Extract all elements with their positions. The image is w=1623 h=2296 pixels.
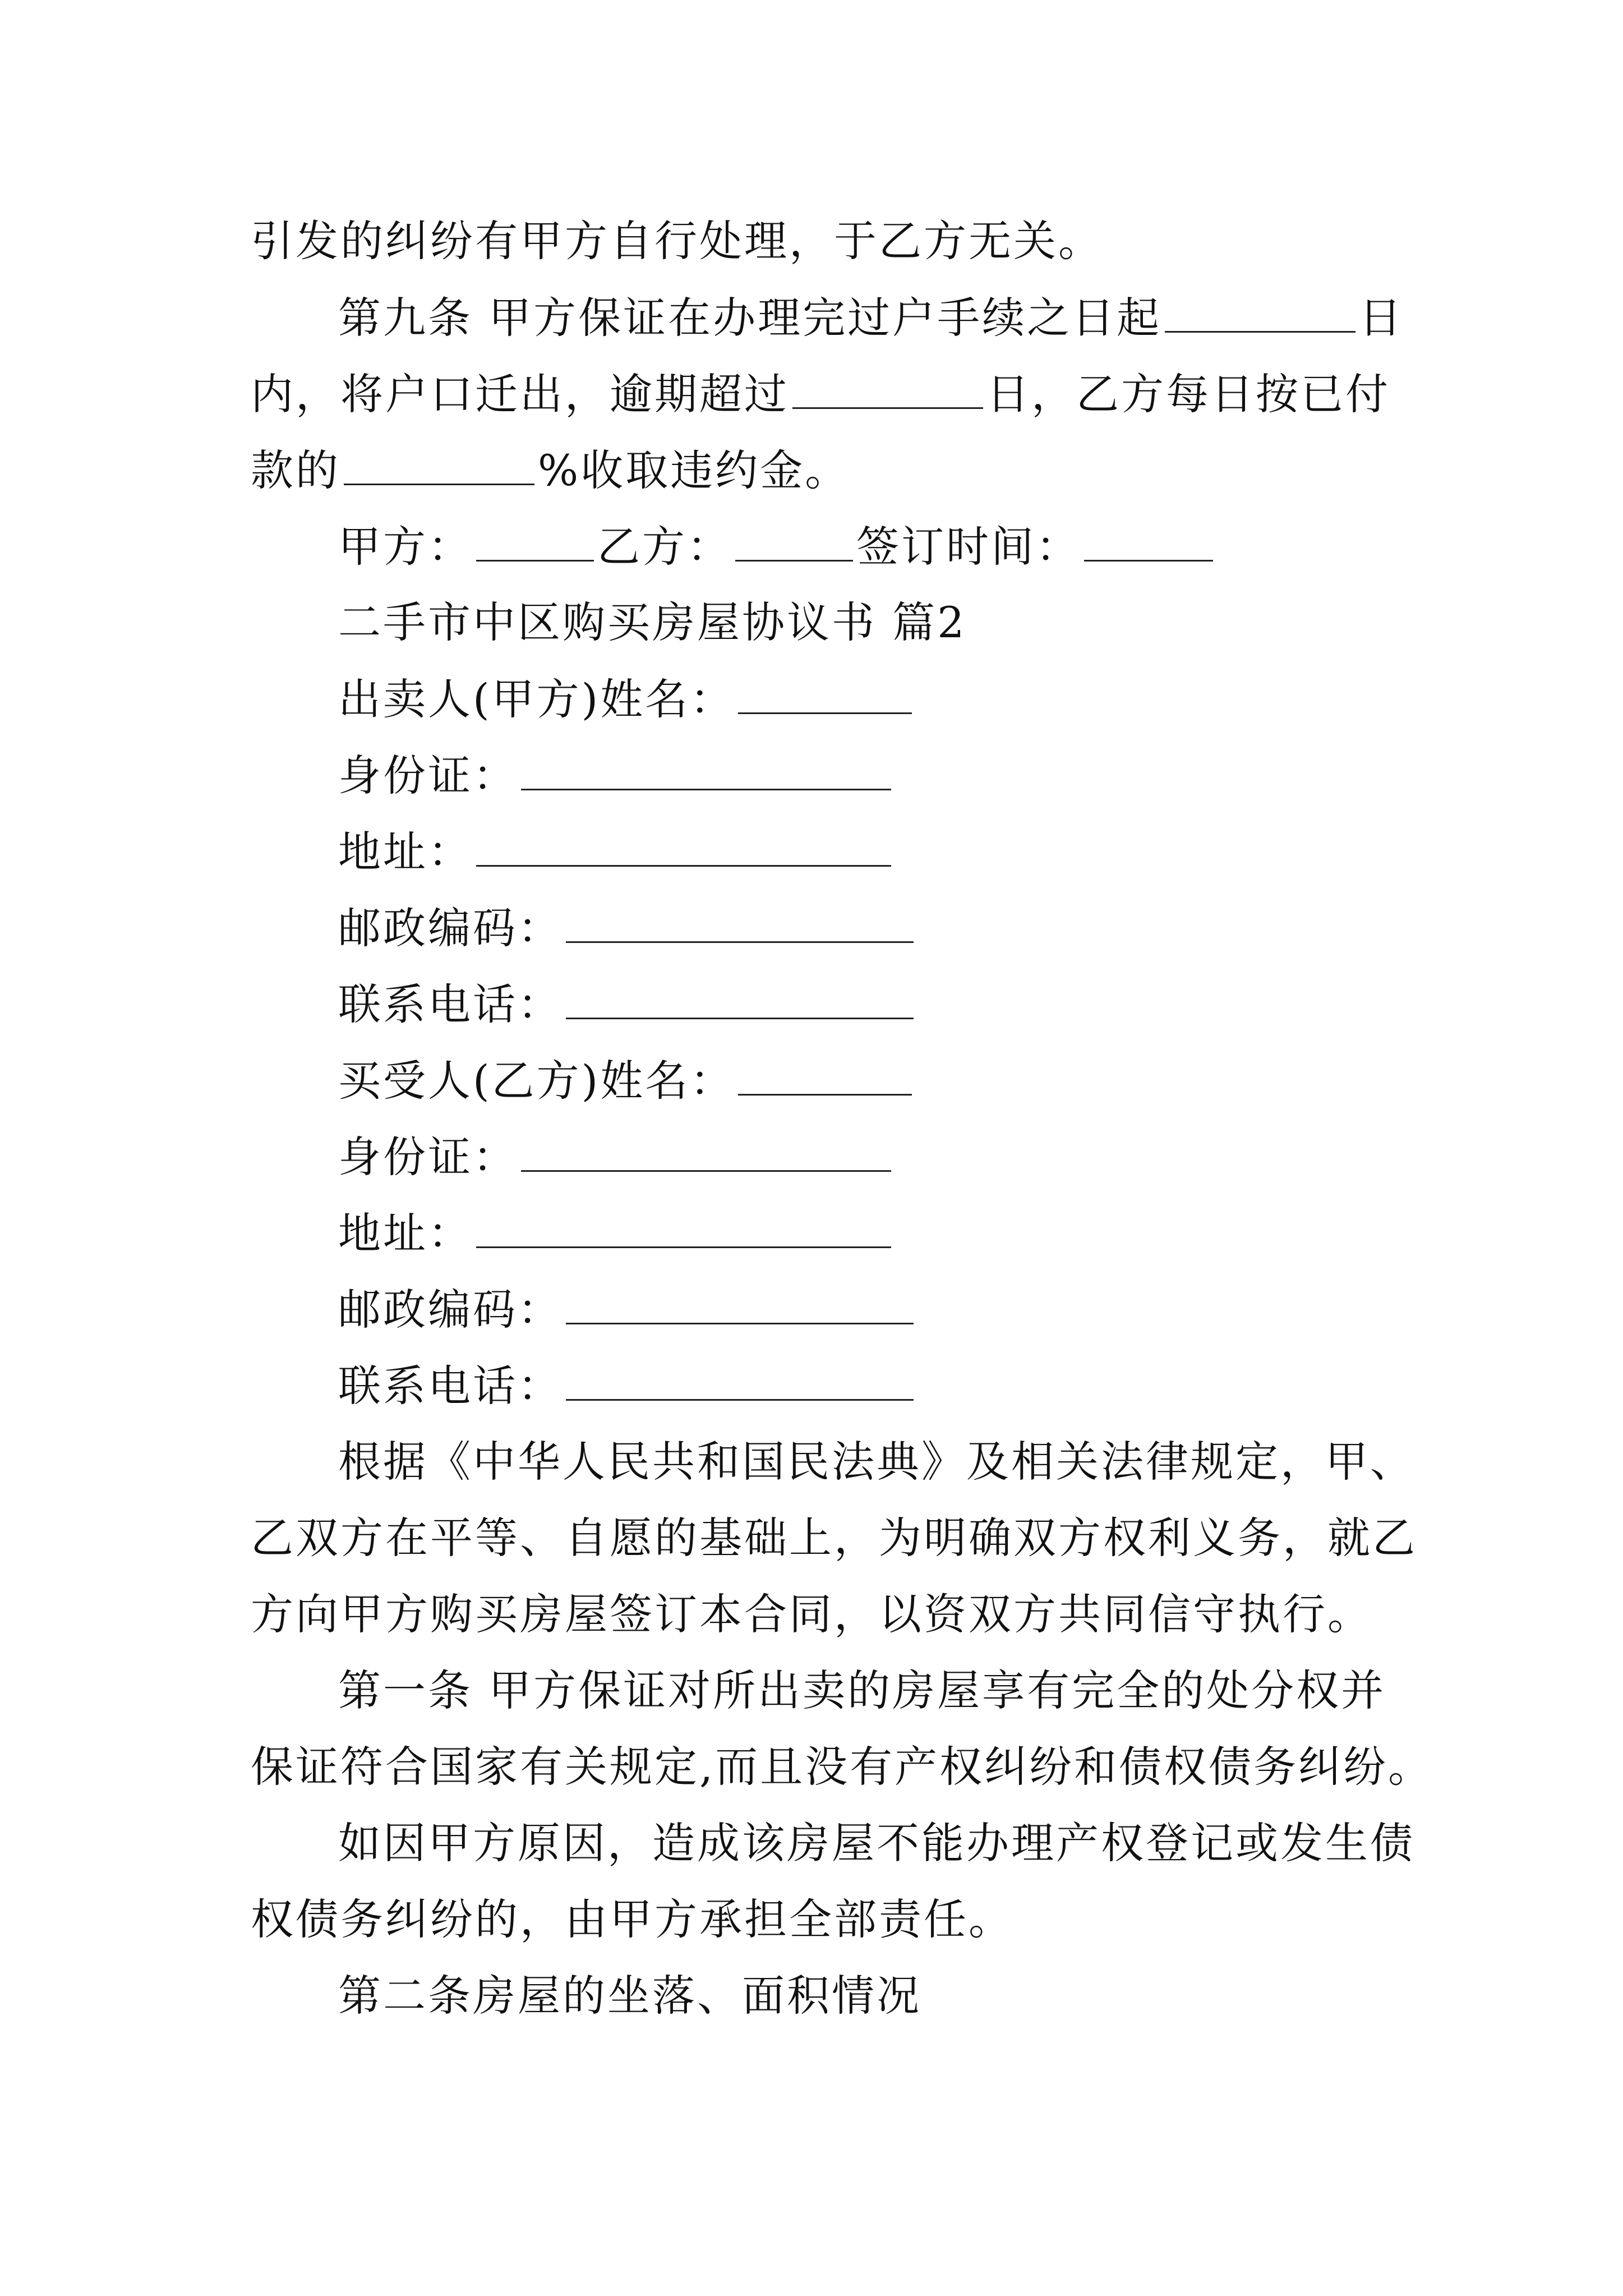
buyer-address-label: 地址： [338, 1208, 473, 1258]
article-9-text: 第九条 甲方保证在办理完过户手续之日起 [338, 293, 1162, 343]
seller-postcode-label: 邮政编码： [338, 903, 562, 953]
blank-seller-phone [566, 983, 914, 1019]
para-line: 引发的纠纷有甲方自行处理，于乙方无关。 [251, 216, 1103, 266]
blank-buyer-name [738, 1059, 912, 1096]
seller-phone-row [338, 979, 917, 1029]
seller-id-label: 身份证： [338, 751, 518, 800]
preamble-line: 方向甲方购买房屋签订本合同，以资双方共同信守执行。 [251, 1589, 1372, 1639]
sign-date-label: 签订时间： [856, 522, 1081, 572]
preamble-line: 根据《中华人民共和国民法典》及相关法律规定，甲、 [338, 1437, 1415, 1487]
buyer-name-label: 买受人(乙方)姓名： [338, 1056, 735, 1106]
seller-name-label: 出卖人(甲方)姓名： [338, 674, 735, 724]
buyer-id-label: 身份证： [338, 1132, 518, 1182]
seller-address-label: 地址： [338, 827, 473, 877]
buyer-postcode-row [338, 1285, 917, 1335]
blank-seller-name [738, 678, 912, 714]
section-heading: 二手市中区购买房屋协议书 篇2 [338, 597, 967, 647]
blank-buyer-id [521, 1135, 891, 1172]
buyer-phone-row [338, 1361, 917, 1411]
blank-buyer-address [476, 1212, 891, 1248]
signature-line [338, 522, 1216, 572]
article-9-text: 内，将户口迁出，逾期超过 [251, 369, 789, 419]
buyer-id-row [338, 1132, 895, 1182]
blank-party-a [476, 525, 594, 562]
article-9-line-2 [251, 369, 1390, 419]
blank-buyer-postcode [566, 1288, 914, 1324]
buyer-phone-label: 联系电话： [338, 1361, 562, 1411]
article-9-line-3 [251, 445, 850, 495]
party-b-label: 乙方： [597, 522, 732, 572]
seller-phone-label: 联系电话： [338, 979, 562, 1029]
blank-seller-address [476, 830, 891, 867]
article-2-heading: 第二条房屋的坐落、面积情况 [338, 1971, 921, 2021]
blank-overdue-days [792, 372, 983, 409]
blank-seller-postcode [566, 907, 914, 943]
buyer-name-row [338, 1056, 915, 1106]
preamble-line: 乙双方在平等、自愿的基础上，为明确双方权利义务，就乙 [251, 1513, 1417, 1563]
seller-id-row [338, 751, 895, 800]
blank-buyer-phone [566, 1364, 914, 1401]
blank-sign-date [1084, 525, 1213, 562]
blank-seller-id [521, 754, 891, 790]
day-text: 日 [1359, 293, 1404, 343]
article-9-text: %收取违约金。 [538, 445, 850, 495]
buyer-address-row [338, 1208, 895, 1258]
blank-percent [344, 449, 534, 485]
article-1-line: 保证符合国家有关规定,而且没有产权纠纷和债权债务纠纷。 [251, 1742, 1433, 1792]
blank-days [1165, 296, 1355, 333]
seller-postcode-row [338, 903, 917, 953]
article-9-line-1 [338, 293, 1404, 343]
article-9-text: 日，乙方每日按已付 [986, 369, 1390, 419]
article-1-line: 第一条 甲方保证对所出卖的房屋享有完全的处分权并 [338, 1665, 1386, 1715]
party-a-label: 甲方： [338, 522, 473, 572]
buyer-postcode-label: 邮政编码： [338, 1285, 562, 1335]
article-1-line: 权债务纠纷的，由甲方承担全部责任。 [251, 1894, 1013, 1944]
article-1-line: 如因甲方原因，造成该房屋不能办理产权登记或发生债 [338, 1818, 1415, 1868]
blank-party-b [735, 525, 853, 562]
seller-name-row [338, 674, 915, 724]
seller-address-row [338, 827, 895, 877]
article-9-text: 款的 [251, 445, 340, 495]
